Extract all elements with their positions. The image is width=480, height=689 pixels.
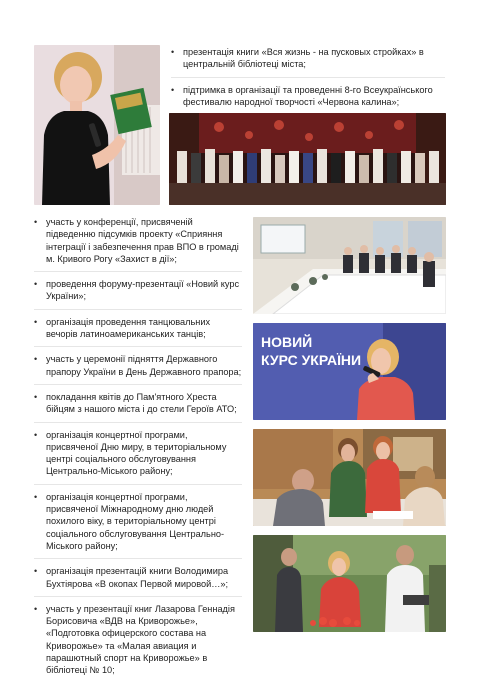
- list-item: [34, 278, 242, 310]
- list-item-text: участь у церемонії підняття Державного прапору України в День Державного прапора;: [46, 354, 242, 377]
- list-item: [34, 565, 242, 597]
- bullet-icon: •: [34, 566, 38, 577]
- photo-forum-speaker: [253, 323, 446, 420]
- list-item: [34, 429, 242, 485]
- bullet-icon: •: [34, 316, 38, 327]
- list-item-text: організація проведення танцювальних вечорів латиноамериканських танців;: [46, 316, 211, 340]
- bullet-icon: •: [34, 491, 38, 502]
- list-item: [171, 46, 445, 78]
- photo-elderly-center: [253, 429, 446, 526]
- photo-conference: [253, 217, 446, 314]
- list-item-text: презентація книги «Вся жизнь - на пусковых стройках» в центральній бібліотеці міста;: [183, 47, 424, 70]
- photo-festival-stage-image: [169, 113, 446, 205]
- top-bullet-list: [171, 46, 445, 120]
- list-item-text: участь у презентації книг Лазарова Геннадія Борисовича «ВДВ на Криворожье», «Подготовка офицерского состава на Криворожье» та «Малая авиация и парашютный спорт на Криворожье» в бібліотеці № 10;: [46, 603, 235, 676]
- list-item-text: участь у конференції, присвяченій підведенню підсумків проекту «Сприяння інтеграції і забезпечення прав ВПО в громаді м. Кривого Рогу «Захист в дії»;: [46, 217, 239, 264]
- bullet-icon: •: [34, 391, 38, 402]
- photo-laying-flowers: [253, 535, 446, 632]
- photo-conference-image: [253, 217, 446, 314]
- bullet-icon: •: [171, 47, 175, 57]
- list-item-text: підтримка в організації та проведенні 8-го Всеукраїнського фестивалю народної творчості «Червона калина»;: [183, 84, 433, 107]
- list-item-text: організація концертної програми, присвяченої Дню миру, в територіальному центрі соціального обслуговування Центрально-Міського району;: [46, 429, 227, 477]
- main-bullet-list: [34, 216, 242, 689]
- list-item: [171, 84, 445, 115]
- list-item: [34, 316, 242, 348]
- list-item: [34, 353, 242, 385]
- photo-book-presentation: [34, 45, 160, 205]
- list-item-text: організація концертної програми, присвяченої Міжнародному дню людей похилого віку, в територіальному центрі соціального обслуговування Центрально-Міського району;: [46, 491, 225, 551]
- list-item: [34, 216, 242, 272]
- list-item-text: проведення форуму-презентації «Новий курс України»;: [46, 279, 240, 302]
- list-item: [34, 603, 242, 683]
- bullet-icon: •: [171, 84, 175, 95]
- photo-book-presentation-image: [34, 45, 160, 205]
- list-item-text: організація презентацій книги Володимира Бухтіярова «В окопах Первой мировой…»;: [46, 566, 229, 589]
- banner-title-line2: КУРС УКРАЇНИ: [261, 352, 362, 368]
- list-item-text: покладання квітів до Пам'ятного Хреста бійцям з нашого міста і до стели Героїв АТО;: [46, 391, 237, 415]
- list-item: [34, 491, 242, 559]
- bullet-icon: •: [34, 429, 38, 440]
- bullet-icon: •: [34, 217, 38, 227]
- photo-festival-stage: [169, 113, 446, 205]
- bullet-icon: •: [34, 603, 38, 614]
- photo-laying-flowers-image: [253, 535, 446, 632]
- photo-elderly-center-image: [253, 429, 446, 526]
- bullet-icon: •: [34, 354, 38, 365]
- bullet-icon: •: [34, 279, 38, 290]
- list-item: [34, 391, 242, 423]
- photo-forum-speaker-image: [253, 323, 446, 420]
- banner-title-line1: НОВИЙ: [261, 334, 313, 350]
